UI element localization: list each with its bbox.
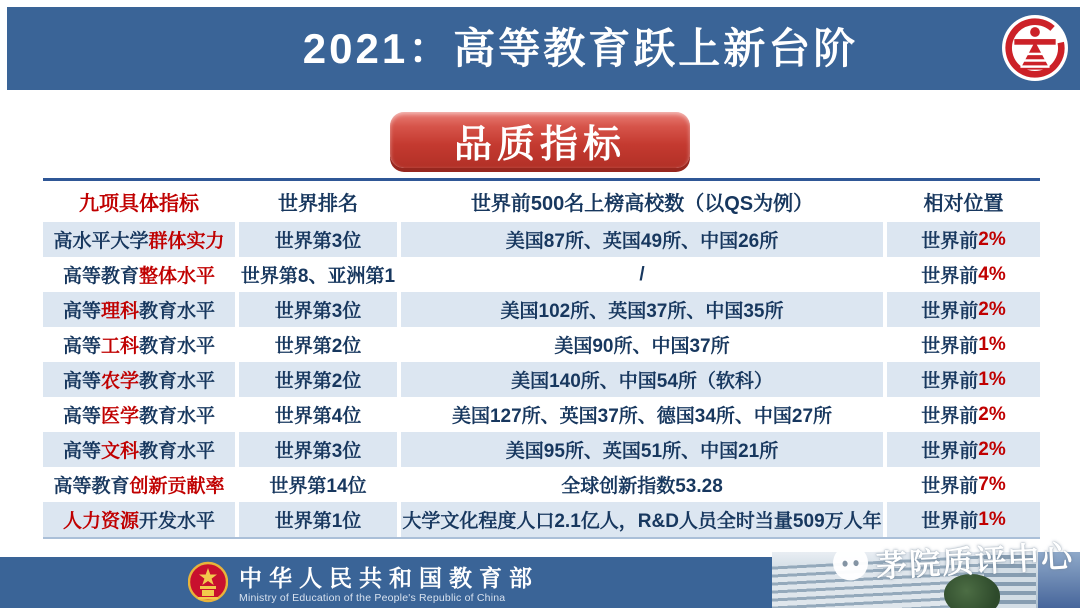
- indicator-cell: [43, 257, 235, 292]
- relative-prefix: 世界前: [921, 441, 979, 462]
- indicator-cell: [43, 502, 235, 537]
- relative-position-cell: [883, 292, 1040, 327]
- relative-value: 1%: [978, 368, 1006, 390]
- indicator-cell: [43, 467, 235, 502]
- relative-value: 7%: [978, 473, 1006, 495]
- relative-value: 2%: [978, 403, 1006, 425]
- relative-position-cell: [883, 327, 1040, 362]
- indicator-text: 教育水平: [139, 371, 216, 392]
- footer-content: [188, 560, 539, 608]
- china-national-emblem-icon: [188, 560, 228, 608]
- indicator-text: 创新贡献率: [129, 476, 225, 497]
- page-title: 2021：高等教育跃上新台阶: [302, 25, 859, 72]
- indicator-cell: [43, 362, 235, 397]
- indicator-text: 人力资源: [62, 511, 139, 532]
- ministry-name-cn: 中华人民共和国教育部: [239, 565, 539, 591]
- relative-value: 1%: [978, 333, 1006, 355]
- table-body: [43, 222, 1040, 537]
- table-row: [43, 222, 1040, 257]
- header-bar: [7, 7, 1080, 90]
- world-rank-cell: 世界第2位: [235, 327, 397, 362]
- header-cell: 九项具体指标: [79, 193, 199, 215]
- indicator-table: [43, 178, 1040, 539]
- table-row: [43, 502, 1040, 537]
- table-row: [43, 432, 1040, 467]
- indicator-cell: [43, 327, 235, 362]
- wechat-icon: [831, 543, 870, 587]
- relative-position-cell: [883, 397, 1040, 432]
- world-rank-cell: 世界第8、亚洲第1: [235, 257, 397, 292]
- indicator-text: 教育水平: [139, 406, 216, 427]
- top500-cell: 美国140所、中国54所（软科）: [397, 362, 883, 397]
- indicator-text: 整体水平: [139, 266, 216, 287]
- indicator-text: 教育水平: [139, 336, 216, 357]
- world-rank-cell: 世界第3位: [235, 222, 397, 257]
- relative-prefix: 世界前: [921, 266, 979, 287]
- indicator-text: 理科: [100, 301, 139, 322]
- table-row: [43, 397, 1040, 432]
- table-header-row: [43, 181, 1040, 222]
- indicator-text: 高等: [62, 301, 101, 322]
- indicator-text: 工科: [100, 336, 139, 357]
- top500-cell: 全球创新指数53.28: [397, 467, 883, 502]
- indicator-text: 高等: [62, 371, 101, 392]
- relative-prefix: 世界前: [921, 336, 979, 357]
- indicator-text: 医学: [100, 406, 139, 427]
- relative-position-cell: [883, 502, 1040, 537]
- top500-cell: 大学文化程度人口2.1亿人，R&D人员全时当量509万人年: [397, 502, 883, 537]
- indicator-text: 教育水平: [139, 301, 216, 322]
- relative-value: 4%: [978, 263, 1006, 285]
- indicator-text: 高等教育: [62, 266, 139, 287]
- world-rank-cell: 世界第14位: [235, 467, 397, 502]
- relative-position-cell: [883, 362, 1040, 397]
- header-cell: 世界前500名上榜高校数（以QS为例）: [397, 181, 883, 222]
- indicator-text: 群体实力: [148, 231, 225, 252]
- indicator-cell: [43, 292, 235, 327]
- indicator-text: 高等教育: [53, 476, 130, 497]
- top500-cell: 美国95所、英国51所、中国21所: [397, 432, 883, 467]
- indicator-cell: [43, 222, 235, 257]
- indicator-text: 开发水平: [139, 511, 216, 532]
- relative-prefix: 世界前: [921, 371, 979, 392]
- indicator-text: 高等: [62, 336, 101, 357]
- education-quality-emblem-icon: [1002, 15, 1068, 81]
- table-row: [43, 257, 1040, 292]
- relative-value: 2%: [978, 298, 1006, 320]
- world-rank-cell: 世界第4位: [235, 397, 397, 432]
- relative-position-cell: [883, 222, 1040, 257]
- top500-cell: 美国127所、英国37所、德国34所、中国27所: [397, 397, 883, 432]
- relative-prefix: 世界前: [921, 231, 979, 252]
- header-cell: 世界排名: [235, 181, 397, 222]
- indicator-text: 文科: [100, 441, 139, 462]
- indicator-text: 高等: [62, 441, 101, 462]
- relative-prefix: 世界前: [921, 406, 979, 427]
- relative-position-cell: [883, 467, 1040, 502]
- relative-position-cell: [883, 257, 1040, 292]
- world-rank-cell: 世界第2位: [235, 362, 397, 397]
- ministry-name-en: Ministry of Education of the People's Republic of China: [239, 591, 506, 604]
- indicator-cell: [43, 397, 235, 432]
- top500-cell: /: [397, 257, 883, 292]
- section-badge: 品质指标: [390, 112, 690, 168]
- relative-value: 1%: [978, 508, 1006, 530]
- relative-prefix: 世界前: [921, 511, 979, 532]
- table-row: [43, 327, 1040, 362]
- world-rank-cell: 世界第3位: [235, 292, 397, 327]
- indicator-text: 农学: [100, 371, 139, 392]
- relative-value: 2%: [978, 228, 1006, 250]
- indicator-cell: [43, 432, 235, 467]
- top500-cell: 美国87所、英国49所、中国26所: [397, 222, 883, 257]
- relative-prefix: 世界前: [921, 476, 979, 497]
- top500-cell: 美国102所、英国37所、中国35所: [397, 292, 883, 327]
- table-row: [43, 362, 1040, 397]
- watermark-text: 茅院质评中心: [875, 538, 1075, 585]
- world-rank-cell: 世界第3位: [235, 432, 397, 467]
- header-cell: 相对位置: [883, 181, 1040, 222]
- world-rank-cell: 世界第1位: [235, 502, 397, 537]
- table-row: [43, 467, 1040, 502]
- relative-position-cell: [883, 432, 1040, 467]
- indicator-text: 教育水平: [139, 441, 216, 462]
- relative-value: 2%: [978, 438, 1006, 460]
- relative-prefix: 世界前: [921, 301, 979, 322]
- indicator-text: 高水平大学: [53, 231, 149, 252]
- table-row: [43, 292, 1040, 327]
- indicator-text: 高等: [62, 406, 101, 427]
- top500-cell: 美国90所、中国37所: [397, 327, 883, 362]
